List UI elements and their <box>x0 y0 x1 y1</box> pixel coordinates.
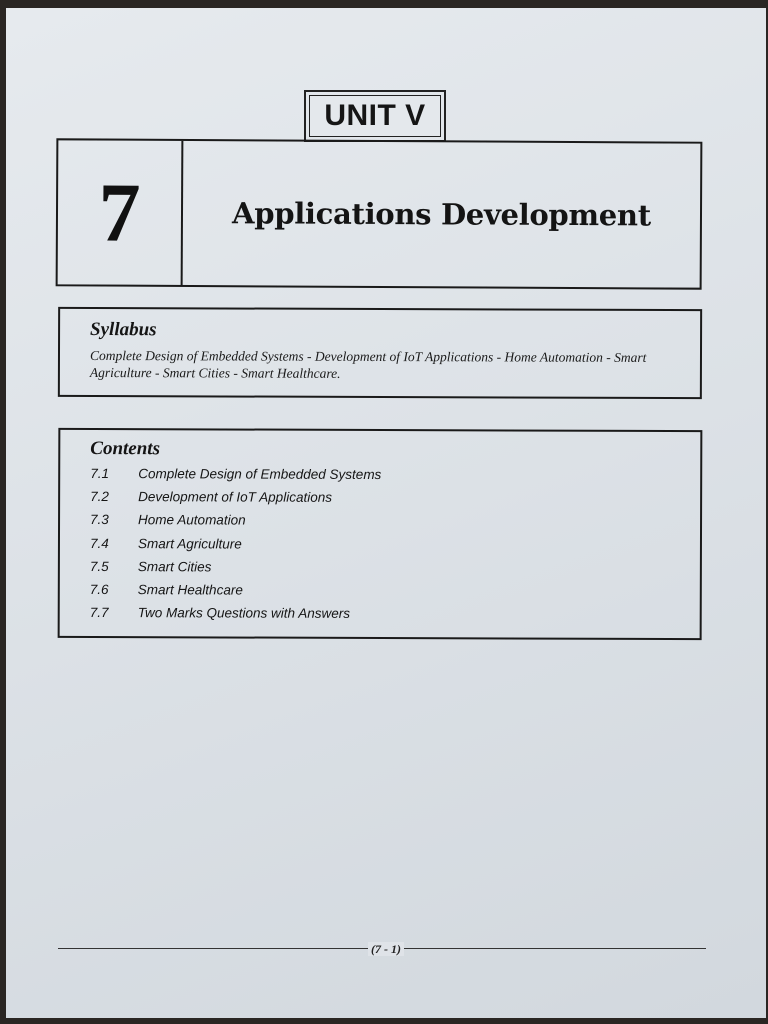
toc-title: Complete Design of Embedded Systems <box>138 466 382 483</box>
unit-label-box <box>304 90 446 142</box>
toc-item <box>90 532 686 557</box>
toc-number: 7.6 <box>89 582 109 598</box>
toc-number: 7.4 <box>89 535 109 551</box>
chapter-header <box>56 138 703 289</box>
toc-title: Smart Agriculture <box>137 535 242 552</box>
toc-number: 7.5 <box>89 558 109 574</box>
document-page <box>6 8 766 1018</box>
toc-number: 7.3 <box>90 512 109 528</box>
toc-item <box>90 578 686 603</box>
page-number: (7 - 1) <box>368 942 404 956</box>
toc-number: 7.7 <box>89 605 109 621</box>
toc-title: Smart Healthcare <box>137 582 243 598</box>
footer-page-number-wrap <box>6 942 766 957</box>
toc-item <box>90 601 686 626</box>
toc-title: Smart Cities <box>137 558 212 575</box>
chapter-title: Applications Development <box>232 196 651 233</box>
toc-item <box>90 485 686 510</box>
toc-item <box>90 462 686 487</box>
toc-item <box>90 555 686 580</box>
toc-number: 7.2 <box>90 489 109 505</box>
syllabus-heading: Syllabus <box>90 318 157 341</box>
syllabus-box <box>58 307 702 399</box>
chapter-number: 7 <box>58 140 184 285</box>
toc-title: Two Marks Questions with Answers <box>137 605 351 622</box>
contents-box <box>58 428 703 640</box>
toc-item <box>90 508 686 533</box>
syllabus-text: Complete Design of Embedded Systems - Development of IoT Applications - Home Automation - Smart Agriculture - Smart Cities - Smart Healthcare. <box>89 347 647 381</box>
toc-number: 7.1 <box>90 466 110 482</box>
toc-title: Development of IoT Applications <box>138 489 333 506</box>
unit-label: UNIT V <box>309 95 441 137</box>
contents-heading: Contents <box>90 437 161 460</box>
toc-title: Home Automation <box>138 512 246 528</box>
